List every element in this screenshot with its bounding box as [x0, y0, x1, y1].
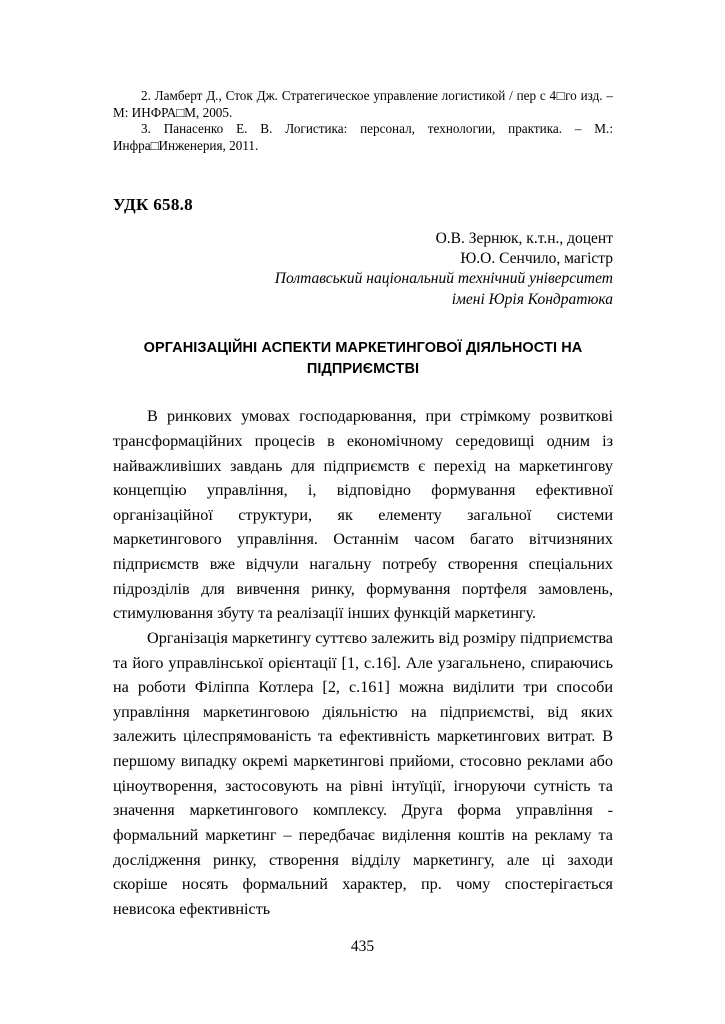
authors-block [113, 229, 613, 270]
reference-item: 2. Ламберт Д., Сток Дж. Стратегическое управление логистикой / пер с 4□го изд. – М: ИНФРА□М, 2005. [113, 88, 613, 120]
article-body [113, 404, 613, 921]
article-title: ОРГАНІЗАЦІЙНІ АСПЕКТИ МАРКЕТИНГОВОЇ ДІЯЛЬНОСТІ НА ПІДПРИЄМСТВІ [143, 340, 583, 378]
page-number: 435 [350, 938, 375, 955]
affiliation-block [113, 269, 613, 310]
body-paragraph: В ринкових умовах господарювання, при стрімкому розвиткові трансформаційних процесів в економічному середовищі одним із найважливіших завдань для підприємств є переxід на маркетингову концепцію управління, і, відповідно формування ефективної організаційної структури, як елементу загальної системи маркетингового управління. Останнім часом багато вітчизняних підприємств вже відчули нагальну потребу створення спеціальних підрозділів для вивчення ринку, формування портфеля замовлень, стимулювання збуту та реалізації інших функцій маркетингу. [113, 407, 613, 623]
reference-item: 3. Панасенко Е. В. Логистика: персонал, технологии, практика. – М.: Инфра□Инженерия, 2011. [113, 121, 613, 153]
author-name: Ю.О. Сенчило, магістр [460, 249, 613, 267]
author-name: О.В. Зернюк, к.т.н., доцент [435, 229, 613, 247]
body-paragraph: Організація маркетингу суттєво залежить від розміру підприємства та його управлінської орієнтації [1, с.16]. Але узагальнено, спираючись на роботи Філіппа Котлера [2, с.161] можна виділити три способи управління маркетинговою діяльністю на підприємстві, від яких залежить цілеспрямованість та ефективність маркетингових витрат. В першому випадку окремі маркетингові прийоми, стосовно реклами або ціноутворення, застосовують на рівні інтуїції, ігноруючи сутність та значення маркетингового комплексу. Друга форма управління - формальний маркетинг – передбачає виділення коштів на рекламу та дослідження ринку, створення відділу маркетингу, але ці заходи скоріше носять формальний характер, пр. чому спостерігається невисока ефективність [113, 628, 613, 918]
references-block [113, 88, 613, 155]
affiliation-line: імені Юрія Кондратюка [451, 290, 613, 308]
affiliation-line: Полтавський національний технічний університет [274, 270, 613, 288]
udk-code: УДК 658.8 [113, 194, 193, 214]
page-content [113, 88, 613, 921]
